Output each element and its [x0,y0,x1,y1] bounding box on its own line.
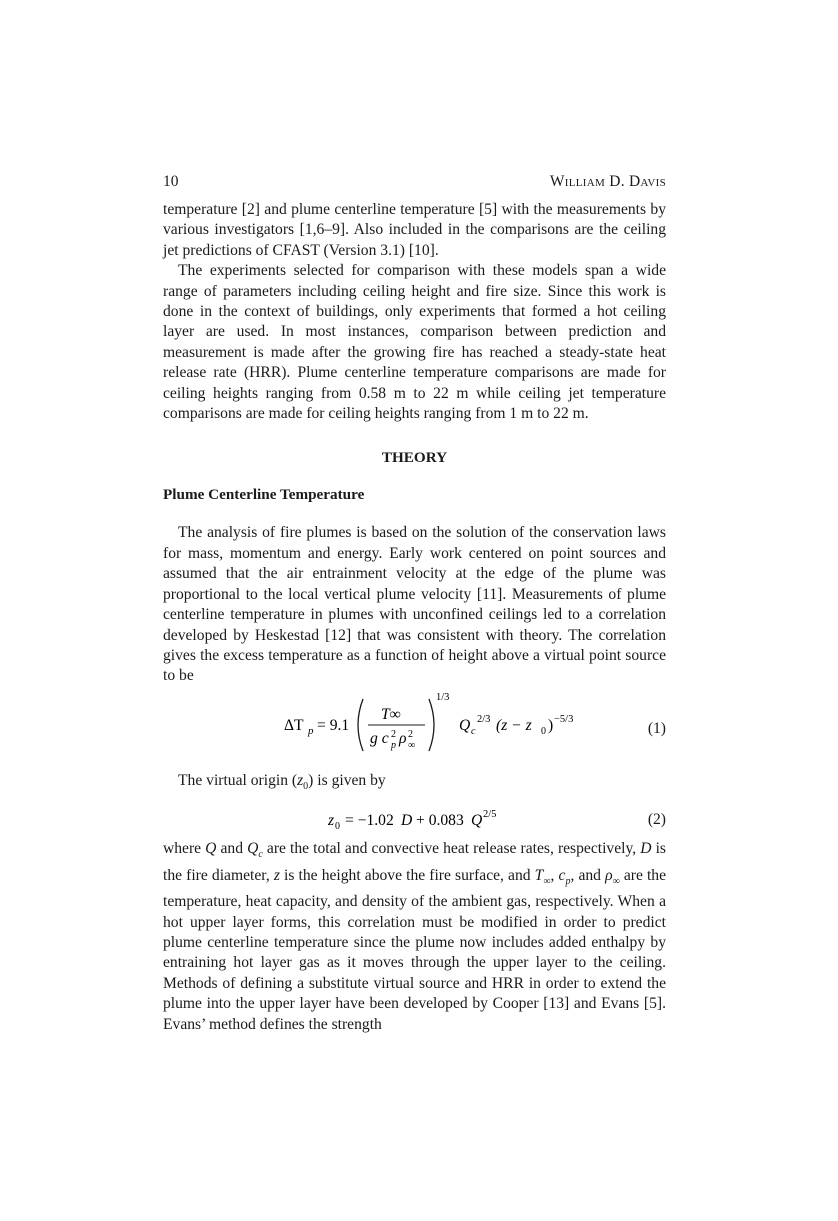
eq1-sub-0: 0 [541,725,546,737]
eq1-rest2: ) [548,716,554,734]
p5-D: D [640,840,652,858]
eq1-outer-exponent: 1/3 [436,691,450,703]
equation-2-formula [163,797,666,839]
eq1-den-sup-2a: 2 [391,728,396,740]
spacer [163,757,666,771]
eq2-Q: Q [471,812,483,830]
eq1-subscript-p: p [308,724,314,737]
section-title-theory: THEORY [381,449,448,467]
p5-d: is the fire diameter, [163,840,666,884]
eq2-plus: + 0.083 [416,812,464,830]
p5-g: are the temperature, heat capacity, and density of the ambient gas, respectively. When a hot upper layer forms, this correlation must be modified in order to predict plume centerline temperature since the plume now includes added enthalpy by entraining hot layer gas as it moves through the upper layer to the ceiling. Methods of defining a substitute virtual source and HRR in order to extend the plume into the upper layer have been developed by Cooper [13] and Evans [5]. Evans’ method defines the strength [163,866,667,1033]
eq1-numerator: T∞ [381,705,401,723]
p4-z0-sub: 0 [303,780,309,792]
page [163,170,666,1035]
eq2-exp: 2/5 [483,809,497,821]
eq2-z: z [328,812,335,830]
p5-z: z [273,866,280,884]
equation-1-formula [163,687,666,757]
eq2-text: = −1.02 [345,812,394,830]
eq1-den-rho: ρ [399,729,407,747]
p5-b: and [216,840,248,858]
equation-2-number: (2) [647,811,666,829]
eq1-exp-qc: 2/3 [477,713,491,725]
equation-2 [163,797,666,839]
p5-Qc: $Q_c$ [247,840,263,861]
eq1-sub-c: c [471,725,476,737]
eq1-den-sub-inf: ∞ [408,739,416,751]
p5-c: are the total and convective heat release rates, respectively, [262,840,641,858]
p4-text-a: The virtual origin ( [178,771,298,789]
p5-f: , and [570,866,606,884]
eq2-D: D [401,812,413,830]
eq1-den-sup-2b: 2 [408,728,413,740]
paragraph-4 [163,771,666,798]
eq1-lhs: ΔT [284,716,304,734]
p4-z0: z [297,771,304,789]
p5-Tinf: $T_\infty$ [534,866,551,887]
eq1-right-paren [429,699,434,751]
p5-Q: Q [205,840,217,858]
paragraph-2: The experiments selected for comparison with these models span a wide range of parameters including ceiling height and fire size. Since this work is done in the context of buildings, only experiments that formed a hot ceiling layer are used. In most instances, comparison between prediction and measurement is made after the growing fire has reached a steady-state heat release rate (HRR). Plume centerline temperature comparisons are made for ceiling heights ranging from 0.58 m to 22 m while ceiling jet temperature comparisons are made for ceiling heights ranging from 1 m to 22 m. [163,262,666,423]
eq1-Q: Q [459,716,471,734]
p5-a: where [163,840,206,858]
equation-1 [163,687,666,757]
equation-1-number: (1) [647,719,666,737]
p5-e: is the height above the fire surface, and [279,866,535,884]
p5-cp: $c_p$ [558,866,571,887]
running-head [163,170,666,194]
eq1-denominator: g c [370,729,389,747]
subsection-title-plume: Plume Centerline Temperature [163,486,365,504]
eq1-rest: (z − z [496,716,532,734]
eq1-left-paren [358,699,363,751]
page-number: 10 [163,173,179,190]
paragraph-5: where Q and $Q_c$ are the total and convective heat release rates, respectively, D is the fire diameter, z is the height above the fire surface, and $T_\infty$, $c_p$, and $\rho_\infty$ are the temperature, heat capacity, and density of the ambient gas, respectively. When a hot upper layer forms, this correlation must be modified in order to predict plume centerline temperature since the plume now includes added enthalpy by entraining hot layer gas as it moves through the upper layer to the ceiling. Methods of defining a substitute virtual source and HRR in order to extend the plume into the upper layer have been developed by Cooper [13] and Evans [5]. Evans’ method defines the strength [163,840,667,1033]
paragraph-1: temperature [2] and plume centerline temperature [5] with the measurements by various investigators [1,6–9]. Also included in the comparisons are the ceiling jet predictions of CFAST (Version 3.1) [10]. [163,201,666,259]
running-head-author: William D. Davis [549,173,666,190]
eq1-coef: = 9.1 [317,716,350,734]
p5-rhoinf: $\rho_\infty$ [605,866,620,887]
p4-text-b: ) is given by [308,771,386,789]
eq2-sub-0: 0 [335,821,340,833]
paragraph-3: The analysis of fire plumes is based on the solution of the conservation laws for mass, momentum and energy. Early work centered on point sources and assumed that the air entrainment velocity at the edge of the plume was proportional to the local vertical plume velocity [11]. Measurements of plume centerline temperature in plumes with unconfined ceilings led to a correlation developed by Heskestad [12] that was consistent with theory. The correlation gives the excess temperature as a function of height above a virtual point source to be [163,524,666,685]
eq1-den-sub-p: p [391,739,396,751]
eq1-exp-last: −5/3 [554,713,574,725]
